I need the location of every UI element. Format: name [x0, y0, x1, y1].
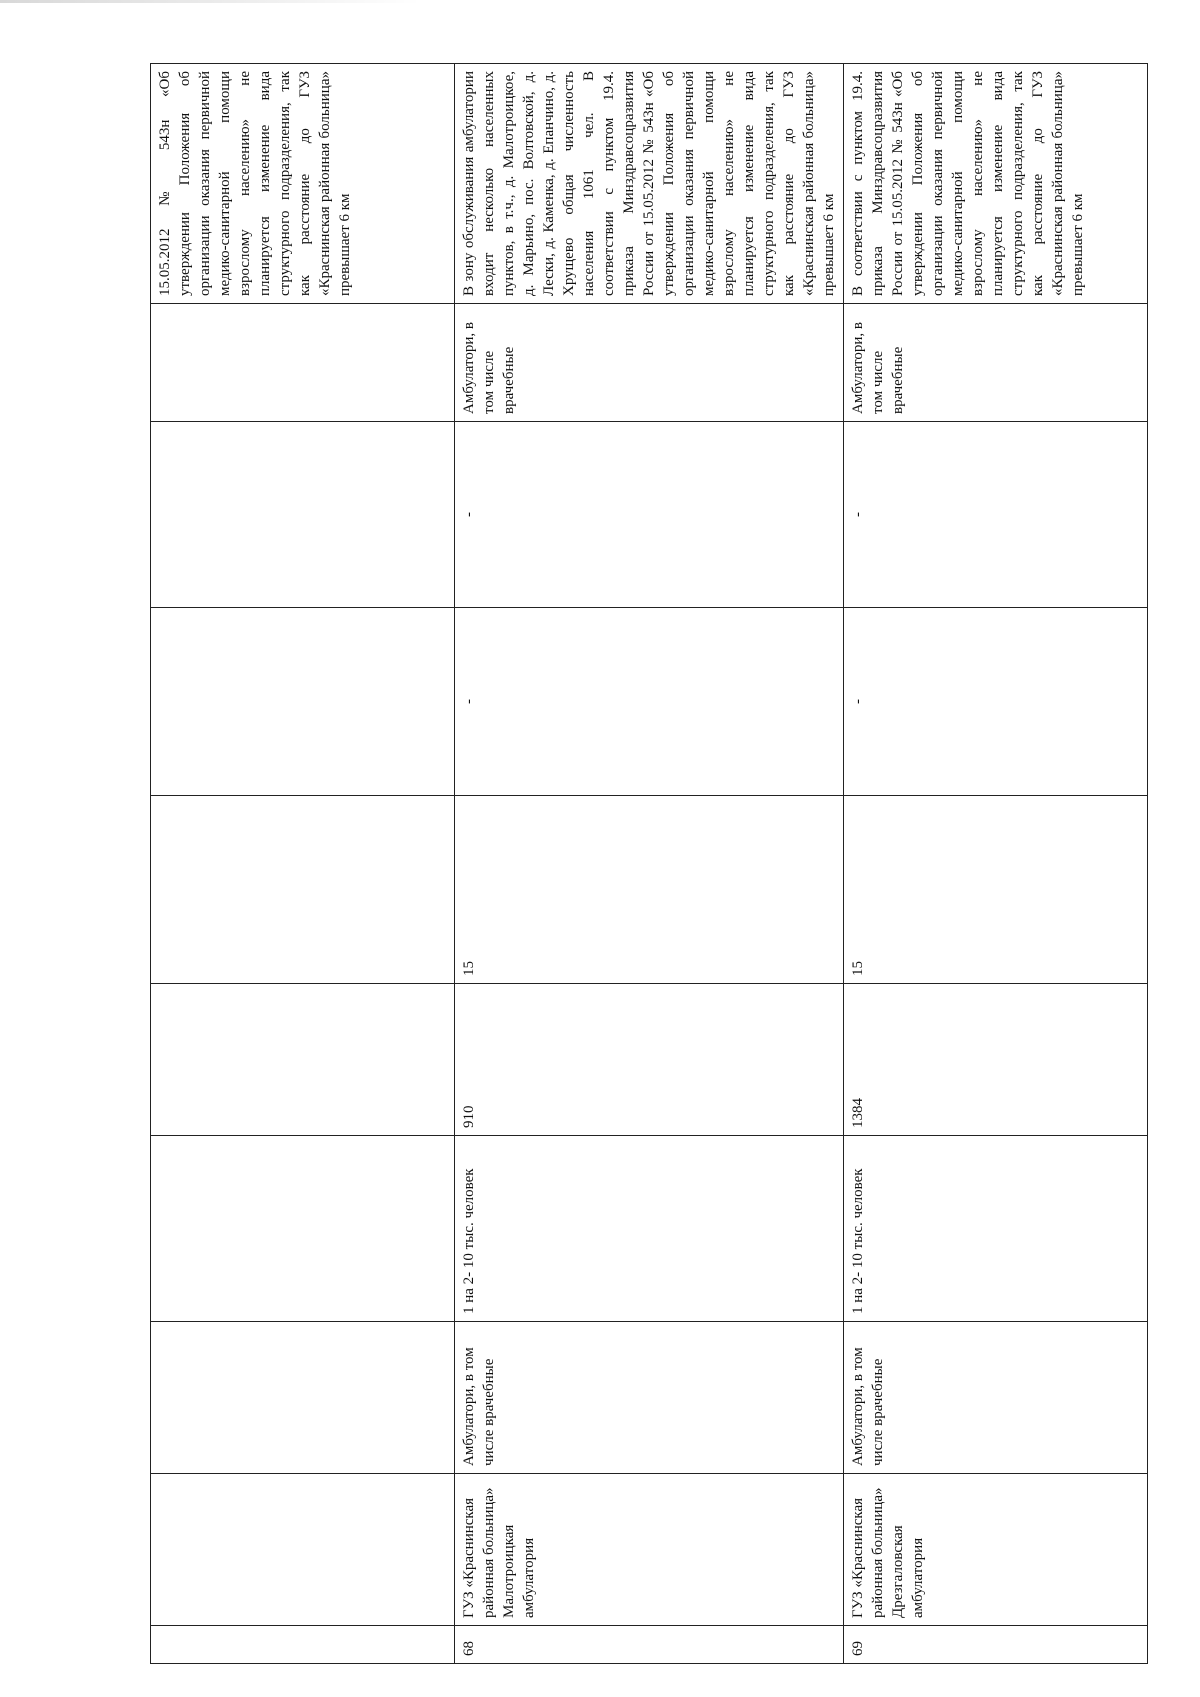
cell-col8: [151, 422, 455, 608]
medical-facilities-table: [150, 63, 1148, 1664]
cell-organization: [151, 1474, 455, 1626]
cell-number: 69: [844, 1626, 1148, 1664]
cell-population: [151, 984, 455, 1136]
table-row: [455, 64, 844, 1664]
cell-facility-type: Амбулатори, в том числе врачебные: [455, 1322, 844, 1474]
cell-population: 1384: [844, 984, 1148, 1136]
cell-distance: 15: [455, 796, 844, 984]
cell-col8: -: [455, 422, 844, 608]
scan-edge-artifact: [0, 0, 420, 3]
cell-col7: -: [844, 608, 1148, 796]
cell-planned-type: [151, 304, 455, 422]
cell-facility-type: [151, 1322, 455, 1474]
cell-population: 910: [455, 984, 844, 1136]
cell-norm: 1 на 2- 10 тыс. человек: [844, 1136, 1148, 1322]
cell-norm: 1 на 2- 10 тыс. человек: [455, 1136, 844, 1322]
cell-col7: -: [455, 608, 844, 796]
rotated-table-frame: [150, 64, 1086, 1664]
cell-number: [151, 1626, 455, 1664]
cell-number: 68: [455, 1626, 844, 1664]
cell-note: В соответствии с пунктом 19.4. приказа Минздравсоцразвития России от 15.05.2012 № 543н «Об утверждении Положения об организации оказания первичной медико-санитарной помощи взрослому населению» не планируется изменение вида структурного подразделения, так как расстояние до ГУЗ «Краснинская районная больница» превышает 6 км: [844, 64, 1148, 304]
cell-organization: ГУЗ «Краснинская районная больница» Дрезгаловская амбулатория: [844, 1474, 1148, 1626]
cell-col7: [151, 608, 455, 796]
cell-note: В зону обслуживания амбулатории входит несколько населенных пунктов, в т.ч., д. Малотроицкое, д. Марьино, пос. Волтовской, д. Лески, д. Каменка, д. Епанчино, д. Хрущево общая численность населения 1061 чел. В соответствии с пунктом 19.4. приказа Минздравсоцразвития России от 15.05.2012 № 543н «Об утверждении Положения об организации оказания первичной медико-санитарной помощи взрослому населению» не планируется изменение вида структурного подразделения, так как расстояние до ГУЗ «Краснинская районная больница» превышает 6 км: [455, 64, 844, 304]
cell-planned-type: Амбулатори, в том числе врачебные: [844, 304, 1148, 422]
cell-norm: [151, 1136, 455, 1322]
cell-planned-type: Амбулатори, в том числе врачебные: [455, 304, 844, 422]
cell-facility-type: Амбулатори, в том числе врачебные: [844, 1322, 1148, 1474]
cell-distance: [151, 796, 455, 984]
cell-col8: -: [844, 422, 1148, 608]
cell-note: 15.05.2012 № 543н «Об утверждении Положения об организации оказания первичной медико-санитарной помощи взрослому населению» не планируется изменение вида структурного подразделения, так как расстояние до ГУЗ «Краснинская районная больница» превышает 6 км: [151, 64, 455, 304]
cell-organization: ГУЗ «Краснинская районная больница» Малотроицкая амбулатория: [455, 1474, 844, 1626]
table-row: [844, 64, 1148, 1664]
cell-distance: 15: [844, 796, 1148, 984]
table-row: [151, 64, 455, 1664]
